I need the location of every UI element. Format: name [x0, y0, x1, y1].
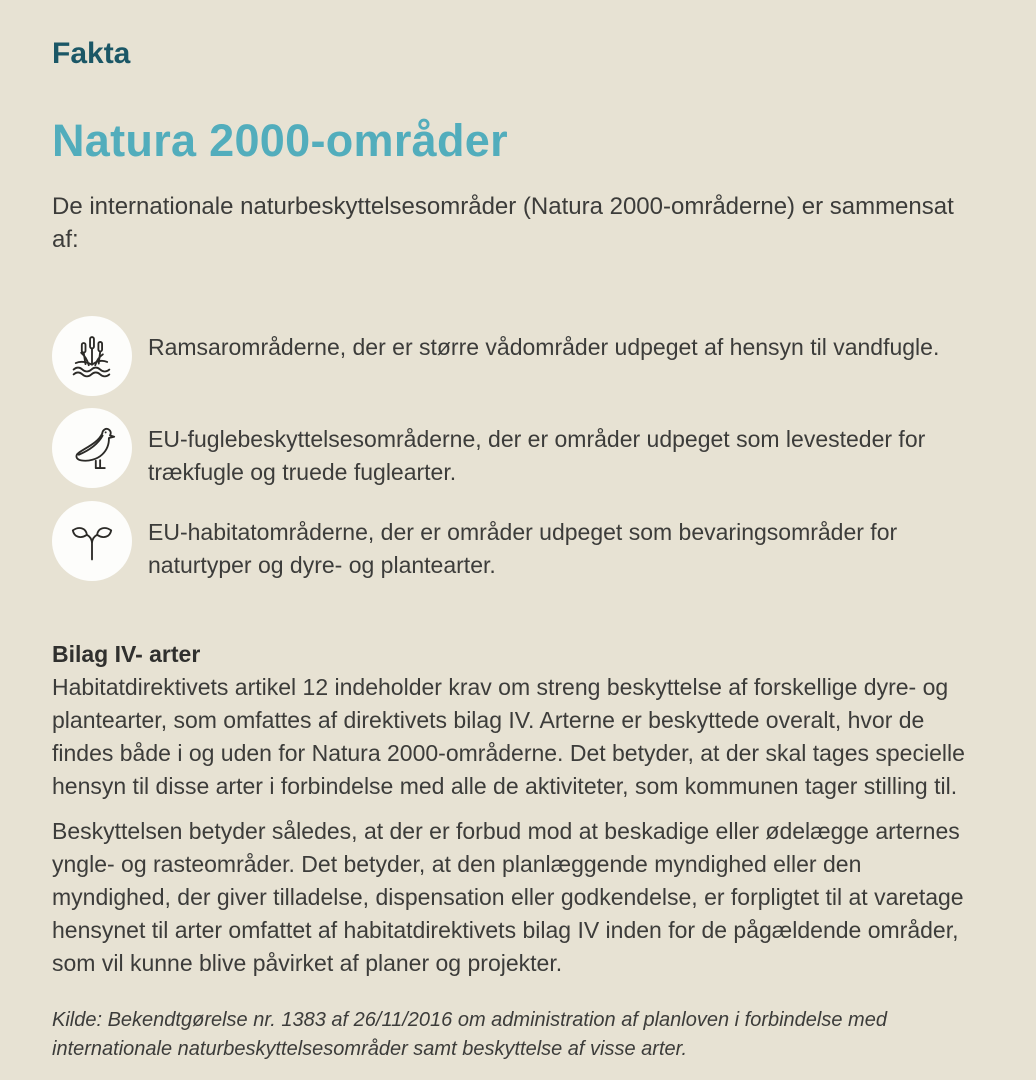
bilag-paragraph-2: Beskyttelsen betyder således, at der er forbud mod at beskadige eller ødelægge arternes yngle- og rasteområder. Det betyder, at den planlæggende myndighed eller den myndighed, der giver tilladelse, dispensation eller godkendelse, er forpligtet til at varetage hensynet til arter omfattet af habitatdirektivets bilag IV inden for de pågældende områder, som vil kunne blive påvirket af planer og projekter. — [52, 818, 964, 976]
reeds-icon — [52, 316, 132, 396]
list-item-text: EU-habitatområderne, der er områder udpeget som bevaringsområder for naturtyper og dyre- og plantearter. — [148, 519, 898, 578]
list-item-text: Ramsarområderne, der er større vådområder udpeget af hensyn til vandfugle. — [148, 334, 940, 360]
source-note: Kilde: Bekendtgørelse nr. 1383 af 26/11/2016 om administration af planloven i forbindelse med internationale naturbeskyttelsesområder samt beskyttelse af visse arter. — [52, 1009, 887, 1060]
page-title: Natura 2000-områder — [52, 115, 508, 166]
intro-text: De internationale naturbeskyttelsesområder (Natura 2000-områderne) er sammensat af: — [52, 193, 954, 253]
list-item-habitat — [52, 501, 984, 582]
fakta-label: Fakta — [52, 37, 131, 70]
bilag-heading: Bilag IV- arter — [52, 641, 201, 667]
bird-icon — [52, 408, 132, 488]
sprout-icon — [52, 501, 132, 581]
list-item-birds — [52, 408, 984, 489]
bilag-paragraph-1: Habitatdirektivets artikel 12 indeholder krav om streng beskyttelse af forskellige dyre- og plantearter, som omfattes af direktivets bilag IV. Arterne er beskyttede overalt, hvor de findes både i og uden for Natura 2000-områderne. Det betyder, at der skal tages specielle hensyn til disse arter i forbindelse med alle de aktiviteter, som kommunen tager stilling til. — [52, 674, 965, 799]
natura-list — [52, 316, 984, 582]
list-item-ramsar — [52, 316, 984, 396]
list-item-text: EU-fuglebeskyttelsesområderne, der er områder udpeget som levesteder for trækfugle og truede fuglearter. — [148, 426, 926, 485]
